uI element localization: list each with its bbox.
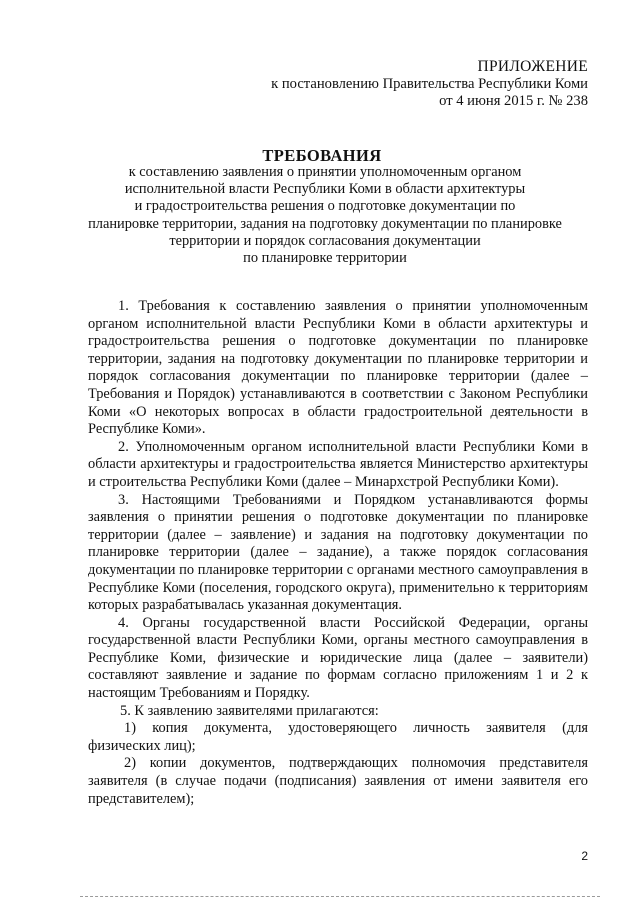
paragraph-2: 2. Уполномоченным органом исполнительной власти Республики Коми в области архитектуры и градостроительства является Министерство архитектуры и строительства Республики Коми (далее – Минархстрой Республики Коми). [88,438,588,490]
document-title: ТРЕБОВАНИЯ [262,146,382,165]
scan-edge-divider [80,896,600,898]
subtitle-line: исполнительной власти Республики Коми в области архитектуры [124,181,526,198]
list-item: 1) копия документа, удостоверяющего личность заявителя (для физических лиц); [88,720,588,754]
paragraph-4: 4. Органы государственной власти Российской Федерации, органы государственной власти Республики Коми, органы местного самоуправления в Республике Коми, физические и юридические лица (далее – заявители) составляют заявление и задание по формам согласно приложениям 1 и 2 к настоящим Требованиям и Порядку. [88,614,588,702]
document-body [88,298,588,808]
document-subtitle [70,164,580,267]
subtitle-line: территории и порядок согласования документации [169,232,481,249]
subtitle-line: и градостроительства решения о подготовке документации по [134,198,516,215]
paragraph-5: 5. К заявлению заявителями прилагаются: [120,702,379,719]
appendix-date-line: от 4 июня 2015 г. № 238 [439,93,588,109]
appendix-title: ПРИЛОЖЕНИЕ [477,58,588,75]
page-number: 2 [581,849,588,863]
paragraph-3: 3. Настоящими Требованиями и Порядком устанавливаются формы заявления о принятии решения о подготовке документации по планировке территории (далее – заявление) и задания на подготовку документации по планировке территории (далее – задание), а также порядок согласования документации по планировке территории с органами местного самоуправления в Республике Коми (поселения, городского округа), применительно к территориям которых разрабатывалась указанная документация. [88,491,588,614]
paragraph-1: 1. Требования к составлению заявления о принятии уполномоченным органом исполнительной власти Республики Коми в области архитектуры и градостроительства решения о подготовке документации по планировке территории, задания на подготовку документации по планировке территории и порядок согласования документации по планировке территории (далее – Требования и Порядок) устанавливаются в соответствии с Законом Республики Коми «О некоторых вопросах в области градостроительной деятельности в Республике Коми». [88,298,588,438]
subtitle-line: к составлению заявления о принятии уполномоченным органом [128,164,522,180]
appendix-resolution-line: к постановлению Правительства Республики Коми [271,75,588,92]
list-item: 2) копии документов, подтверждающих полномочия представителя заявителя (в случае подачи (подписания) заявления от имени заявителя его представителем); [88,755,588,807]
subtitle-line: планировке территории, задания на подготовку документации по планировке [88,215,562,232]
appendix-header [271,58,588,111]
subtitle-line: по планировке территории [243,250,407,267]
